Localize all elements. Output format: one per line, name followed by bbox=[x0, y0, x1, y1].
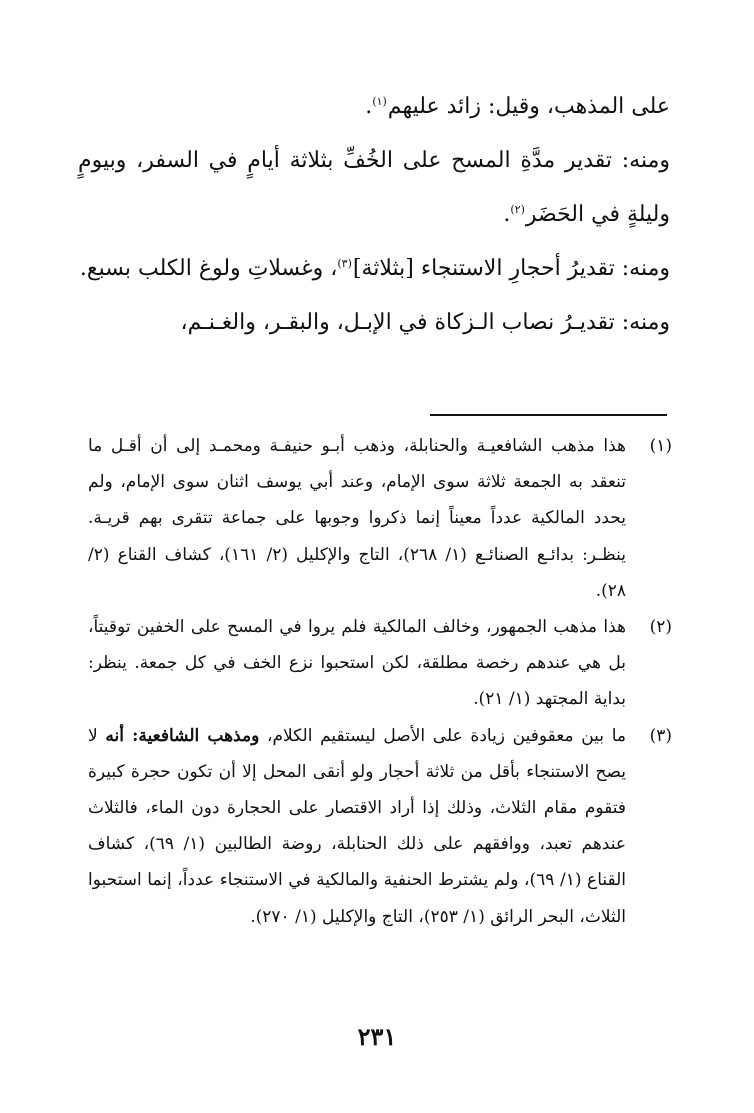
footnote-number: (٢) bbox=[649, 617, 672, 638]
main-line-1 bbox=[78, 80, 670, 134]
footnote-2 bbox=[88, 609, 672, 718]
main-text bbox=[78, 80, 670, 350]
main-paragraph-4 bbox=[78, 296, 670, 350]
footnote-text: هذا مذهب الجمهور، وخالف المالكية فلم يروا في المسح على الخفين توقيتاً، بل هي عندهم رخصة مطلقة، لكن استحبوا نزع الخف في كل جمعة. ينظر: بداية المجتهد (١/ ٢١). bbox=[88, 617, 626, 710]
footnote-text bbox=[88, 718, 626, 935]
footnote-ref-3: (٣) bbox=[337, 256, 352, 270]
main-paragraph-3-text-b: ، وغسلاتِ ولوغ الكلب بسبع. bbox=[79, 256, 338, 281]
footnote-ref-1: (١) bbox=[372, 94, 387, 108]
footnote-ref-2: (٢) bbox=[510, 202, 525, 216]
main-line-1-text: على المذهب، وقيل: زائد عليهم bbox=[387, 94, 670, 119]
footnote-bold-text: ومذهب الشافعية: أنه bbox=[105, 725, 260, 746]
main-line-1-end: . bbox=[365, 94, 373, 119]
footnote-number: (٣) bbox=[649, 725, 672, 746]
main-paragraph-4-text: ومنه: تقديـرُ نصاب الـزكاة في الإبـل، والبقـر، والغـنـم، bbox=[180, 310, 670, 335]
page-number: ٢٣١ bbox=[357, 1022, 397, 1051]
footnote-text-part: لا يصح الاستنجاء بأقل من ثلاثة أحجار ولو أنقى المحل إلا أن تكون حجرة كبيرة فتقوم مقام الثلاث، وذلك إذا أراد الاقتصار على الحجارة دون الماء، فالثلاث عندهم تعبد، ووافقهم على ذلك الحنابلة، روضة الطالبين (١/ ٦٩)، كشاف القناع (١/ ٦٩)، ولم يشترط الحنفية والمالكية في الاستنجاء عدداً، إنما استحبوا الثلاث، البحر الرائق (١/ ٢٥٣)، التاج والإكليل (١/ ٢٧٠). bbox=[88, 725, 627, 927]
footnote-number: (١) bbox=[649, 436, 672, 456]
main-paragraph-3-text-a: ومنه: تقديرُ أحجارِ الاستنجاء [بثلاثة] bbox=[352, 256, 670, 281]
footnotes bbox=[88, 428, 672, 935]
main-paragraph-2 bbox=[78, 134, 670, 242]
footnote-separator bbox=[430, 414, 667, 416]
footnote-3 bbox=[88, 718, 672, 935]
footnote-text-part: ما بين معقوفين زيادة على الأصل ليستقيم الكلام، bbox=[259, 725, 626, 746]
footnote-text: هذا مذهب الشافعيـة والحنابلة، وذهب أبـو حنيفـة ومحمـد إلى أن أقـل ما تنعقد به الجمعة ثلاثة سوى الإمام، وعند أبي يوسف اثنان سوى الإمام، ولم يحدد المالكية عدداً معيناً إنما ذكروا وجوبها على جماعة تتقرى بهم قريـة. ينظـر: بدائـع الصنائـع (١/ ٢٦٨)، التاج والإكليل (٢/ ١٦١)، كشاف القناع (٢/ ٢٨). bbox=[88, 436, 626, 601]
main-paragraph-2-text: ومنه: تقدير مدَّةِ المسح على الخُفِّ بثلاثة أيامٍ في السفر، وبيومٍ وليلةٍ في الحَضَر bbox=[78, 148, 670, 227]
footnote-1 bbox=[88, 428, 672, 609]
main-paragraph-3 bbox=[78, 242, 670, 296]
main-paragraph-2-end: . bbox=[503, 202, 511, 227]
